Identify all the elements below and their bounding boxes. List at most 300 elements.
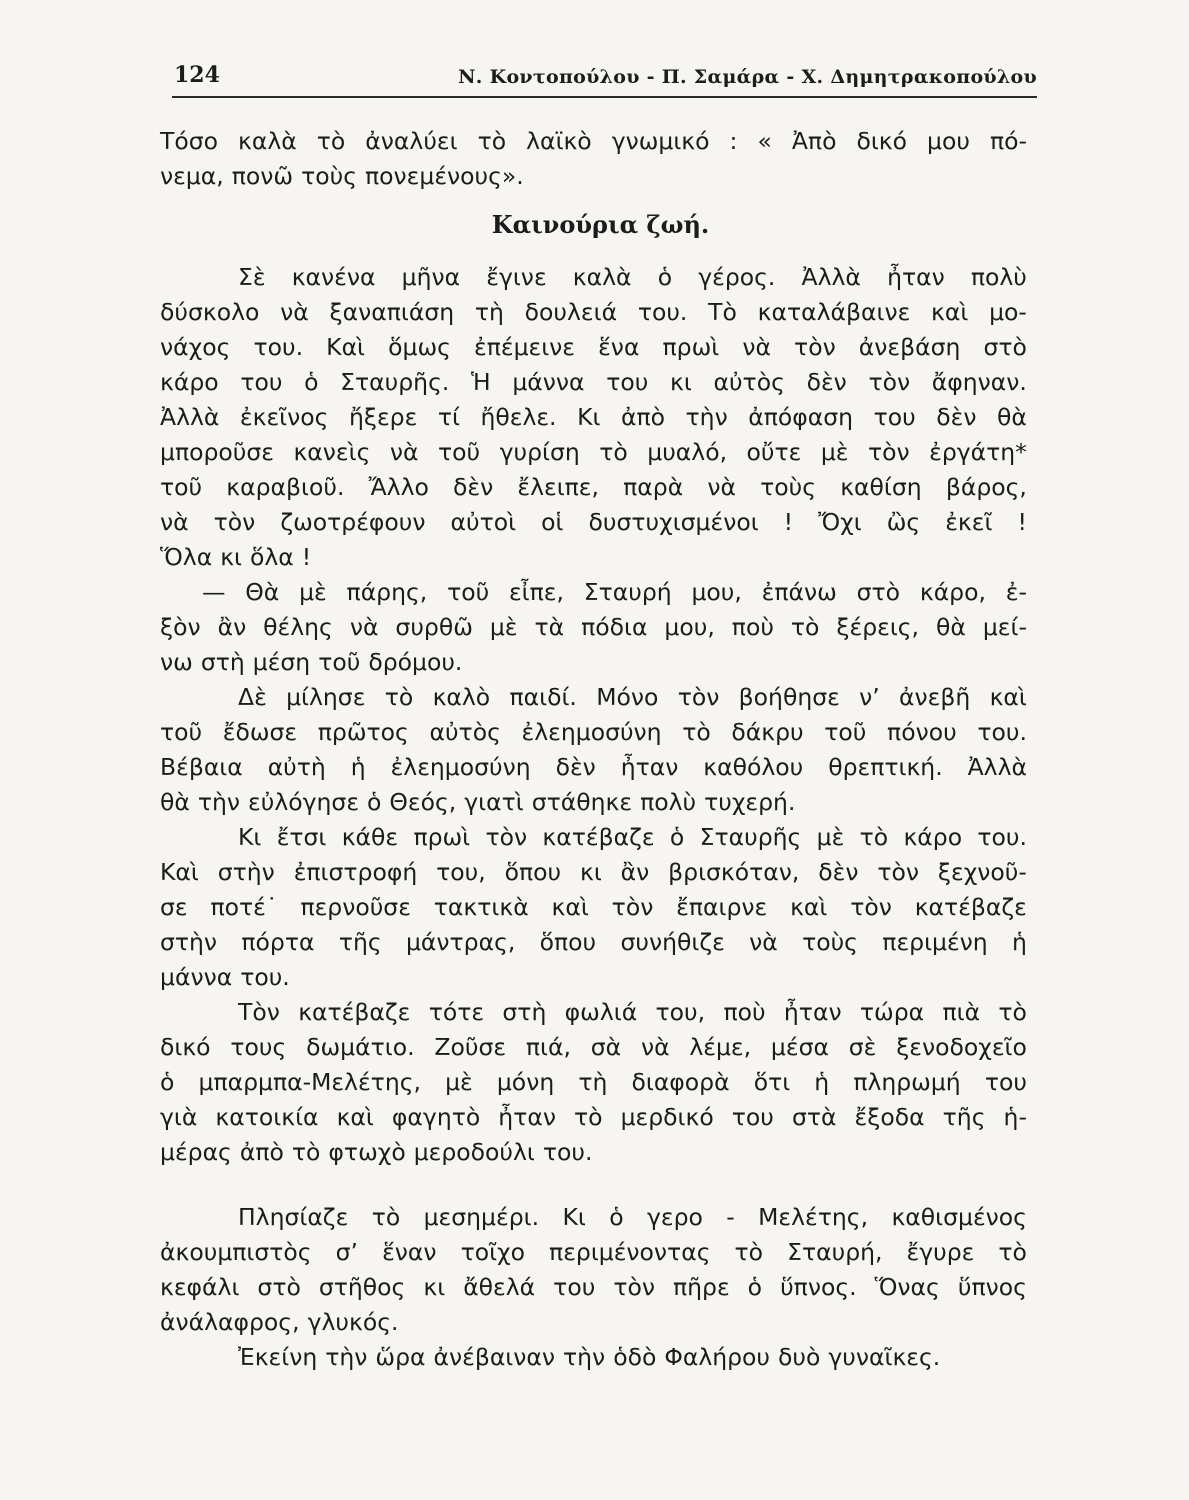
text-line (160, 1270, 1027, 1305)
word: αὐτὸς (429, 718, 501, 746)
word: του, (655, 998, 706, 1026)
word: ξενοδοχεῖο (896, 1033, 1027, 1061)
word: τὴν (325, 1343, 368, 1371)
word: πρῶτος (317, 718, 409, 746)
word: μὲ (816, 823, 845, 851)
word: νὰ (349, 613, 379, 641)
word: Σὲ (238, 263, 266, 291)
word: ἐ- (1005, 578, 1027, 606)
word: αὐτὴ (267, 753, 326, 781)
word: ἕναν (382, 1238, 437, 1266)
paragraph (160, 124, 1027, 194)
word: ποὺ (731, 613, 774, 641)
word: σὰ (590, 1033, 622, 1061)
word: Ἀλλὰ (160, 403, 220, 431)
word: ὅλα (250, 543, 294, 571)
word: πρωὶ (413, 823, 471, 851)
word: δὲν (936, 403, 977, 431)
word: τὸ (859, 823, 889, 851)
word: καλὰ (572, 263, 632, 291)
text-line (160, 1100, 1027, 1135)
word: εὐλόγησε (248, 788, 360, 816)
word: δὲν (818, 858, 859, 886)
word: παρὰ (623, 473, 684, 501)
word: ὁ (367, 788, 382, 816)
word: γνωμικό (611, 127, 710, 155)
word: ὢς (886, 508, 921, 536)
word: ξεχνοῦ- (937, 858, 1027, 886)
word: ὁ (160, 1068, 175, 1096)
word: νὰ (640, 1033, 670, 1061)
word: τὸ (477, 127, 507, 155)
word: μποροῦσε (160, 438, 274, 466)
word: ἕνα (598, 333, 640, 361)
word: συνήθιζε (620, 928, 725, 956)
word: Κι (238, 823, 262, 851)
word: εἶπε, (508, 578, 564, 606)
word: Σταυρή (583, 578, 672, 606)
word: πόδια (581, 613, 648, 641)
word: τοῖχο (460, 1238, 525, 1266)
text-line (160, 1340, 1027, 1375)
word: τὸ (998, 998, 1027, 1026)
word: τακτικὰ (433, 893, 529, 921)
word: τὸν (677, 683, 720, 711)
word: παιδί. (509, 683, 577, 711)
section-title: Καινούρια ζωή. (491, 210, 710, 239)
word: Θὰ (245, 578, 280, 606)
text-line (160, 750, 1027, 785)
text-line (160, 645, 1027, 680)
word: ὅπου (539, 928, 597, 956)
word: ἀνεβάση (858, 333, 961, 361)
word: νὰ (749, 928, 778, 956)
word: Ἀλλὰ (801, 263, 861, 291)
word: μεσημέρι. (423, 1203, 540, 1231)
word: μερδικό (620, 1103, 714, 1131)
word: Τόσο (160, 127, 219, 155)
word: δύσκολο (160, 298, 260, 326)
word: πληρωμή (853, 1068, 961, 1096)
word: ἄφηναν. (931, 368, 1027, 396)
word: ἦταν (887, 263, 945, 291)
word: μίλησε (286, 683, 366, 711)
word: μῆνα (401, 263, 461, 291)
word: ζωοτρέφουν (280, 508, 426, 536)
word: τοὺς (760, 473, 817, 501)
word: Ζοῦσε (434, 1033, 507, 1061)
word: ἔλειπε, (517, 473, 599, 501)
word: στάθηκε (531, 788, 633, 816)
word: του. (977, 823, 1027, 851)
word: Ἄλλο (368, 473, 429, 501)
word: — (202, 578, 226, 606)
word: μάντρας, (405, 928, 516, 956)
word: τὸ (384, 683, 414, 711)
word: καθόλου (703, 753, 804, 781)
word: τὴν (685, 403, 728, 431)
word: δουλειά (524, 298, 618, 326)
word: δικό (856, 127, 908, 155)
running-title: Ν. Κοντοπούλου - Π. Σαμάρα - Χ. Δημητρακοπούλου (458, 66, 1037, 88)
word: Φαλήρου (664, 1343, 771, 1371)
word: θὰ (936, 613, 966, 641)
word: τὴ (474, 298, 504, 326)
word: καθίση (840, 473, 922, 501)
word: θέλης (263, 613, 333, 641)
word: τὰ (534, 613, 565, 641)
word: ἡ (814, 1068, 830, 1096)
word: ποὺ (723, 998, 766, 1026)
word: ἔγινε (486, 263, 547, 291)
word: ν’ (859, 683, 880, 711)
word: τὸν (485, 823, 528, 851)
word: δὲν (806, 368, 847, 396)
word: δάκρυ (731, 718, 804, 746)
word: ἀπὸ (620, 403, 665, 431)
word: ὁ (657, 263, 673, 291)
word: μὲ (489, 613, 518, 641)
word: νὰ (742, 333, 771, 361)
word: μου, (691, 578, 742, 606)
word: γερο (646, 1203, 703, 1231)
word: θὰ (160, 788, 190, 816)
word: τὸ (682, 718, 711, 746)
word: περιμένη (882, 928, 988, 956)
word: δρόμου. (368, 648, 463, 676)
text-line (160, 855, 1027, 890)
word: μυαλό, (647, 438, 728, 466)
word: στὴν (160, 928, 218, 956)
paragraph (160, 1200, 1027, 1340)
word: ἐπάνω (761, 578, 837, 606)
word: μέση (252, 648, 311, 676)
word: του (240, 368, 283, 396)
text-line (160, 1235, 1027, 1270)
text-line (160, 365, 1027, 400)
body-text (160, 124, 1027, 1375)
word: ὅμως (388, 333, 451, 361)
text-line (160, 680, 1027, 715)
word: ! (301, 543, 312, 571)
word: διαφορὰ (631, 1068, 730, 1096)
paragraph (160, 995, 1027, 1170)
word: Μόνο (596, 683, 659, 711)
text-line (160, 260, 1027, 295)
word: ὁ (747, 1273, 763, 1301)
word: πῆρε (672, 1273, 730, 1301)
word: κατοικία (215, 1103, 319, 1131)
word: θὰ (996, 403, 1027, 431)
word: κι (579, 858, 602, 886)
word: ἔπαιρνε (676, 893, 768, 921)
word: λαϊκὸ (526, 127, 592, 155)
word: συρθῶ (395, 613, 473, 641)
word: τί (437, 403, 460, 431)
word: νὰ (707, 473, 736, 501)
word: αὐτὸς (713, 368, 785, 396)
word: μὲ (299, 578, 327, 606)
text-line (160, 400, 1027, 435)
paragraph (160, 820, 1027, 995)
word: ποτέ˙ (210, 893, 278, 921)
text-line (160, 890, 1027, 925)
word: ἐκεῖ (945, 508, 993, 536)
word: ὕπνος. (780, 1273, 857, 1301)
word: Ὅλα (160, 543, 213, 571)
word: καθισμένος (891, 1203, 1027, 1231)
word: Σταυρῆς. (340, 368, 450, 396)
word: του. (637, 298, 688, 326)
word: δικό (160, 1033, 211, 1061)
text-line (160, 960, 1027, 995)
word: ἦταν (783, 998, 842, 1026)
word: καὶ (989, 683, 1027, 711)
word: δωμάτιο. (306, 1033, 415, 1061)
word: ἂν (217, 613, 247, 641)
word: τοῦ (160, 473, 203, 501)
word: τὸ (998, 1238, 1027, 1266)
word: ἔτσι (276, 823, 327, 851)
word: ἦταν (498, 1103, 556, 1131)
word: ! (783, 508, 794, 536)
text-line (160, 1135, 1027, 1170)
word: τοῦ (160, 718, 203, 746)
word: μέσα (770, 1033, 829, 1061)
word: πιά, (525, 1033, 571, 1061)
word: καλὰ (238, 127, 297, 155)
word: φωλιά (564, 998, 638, 1026)
word: μεροδούλι (413, 1138, 535, 1166)
word: ἤξερε (348, 403, 418, 431)
word: φτωχὸ (328, 1138, 406, 1166)
word: ὕπνος (957, 1273, 1027, 1301)
word: τὸν (867, 438, 910, 466)
word: μέρας (160, 1138, 232, 1166)
word: τὸν (611, 893, 654, 921)
word: κάθε (341, 823, 399, 851)
word: περιμένοντας (549, 1238, 711, 1266)
word: τοῦ (318, 648, 361, 676)
word: του (606, 368, 649, 396)
word: Μελέτης, (758, 1203, 869, 1231)
word: στὰ (791, 1103, 837, 1131)
text-line (160, 540, 1027, 575)
word: τὸ (316, 127, 346, 155)
word: Ἡ (471, 368, 491, 396)
word: μου (927, 127, 970, 155)
word: ἡ (350, 753, 366, 781)
word: του, (436, 858, 486, 886)
word: ξέρεις, (836, 613, 920, 641)
word: ἀναλύει (365, 127, 458, 155)
word: κατέβαζε (542, 823, 655, 851)
word: τὸ (734, 1238, 764, 1266)
word: τὸν (850, 893, 892, 921)
word: Κι (562, 1203, 586, 1231)
word: στὸ (257, 1273, 301, 1301)
word: μὲ (820, 438, 849, 466)
word: πονεμένους». (365, 162, 524, 190)
word: κάρο (160, 368, 219, 396)
word: τὸν (794, 333, 836, 361)
word: Βέβαια (160, 753, 243, 781)
word: τὴ (578, 1068, 608, 1096)
word: καραβιοῦ. (226, 473, 345, 501)
word: πονῶ (231, 162, 294, 190)
word: μὲ (445, 1068, 473, 1096)
word: τοῦ (824, 718, 867, 746)
word: ἀπόφαση (748, 403, 854, 431)
word: βάρος, (945, 473, 1027, 501)
word: φαγητὸ (391, 1103, 481, 1131)
text-line (160, 575, 1027, 610)
word: τὸν (213, 508, 256, 536)
word: ὁ (304, 368, 319, 396)
text-line (160, 785, 1027, 820)
word: τῆς (942, 1103, 986, 1131)
word: πιὰ (942, 998, 981, 1026)
word: ἀνεβῆ (899, 683, 971, 711)
word: καταλάβαινε (757, 298, 911, 326)
paragraph (160, 680, 1027, 820)
word: σε (160, 893, 188, 921)
text-line (160, 435, 1027, 470)
word: μπαρμπα-Μελέτης, (198, 1068, 421, 1096)
word: πόρτα (241, 928, 315, 956)
word: του. (542, 1138, 593, 1166)
word: τὸν (877, 858, 920, 886)
word: του (731, 1103, 774, 1131)
word: ἀνέβαιναν (433, 1343, 556, 1371)
word: ἦταν (620, 753, 679, 781)
word: κανεὶς (293, 438, 371, 466)
word: ! (1017, 508, 1027, 536)
word: βοήθησε (738, 683, 840, 711)
word: Ὅνας (874, 1273, 940, 1301)
word: του (984, 1068, 1027, 1096)
word: Τὸ (708, 298, 737, 326)
word: τοῦ (437, 438, 481, 466)
word: κεφάλι (160, 1273, 240, 1301)
word: ὁδὸ (613, 1343, 657, 1371)
word: ἐπιστροφή (293, 858, 418, 886)
word: ἔδωσε (222, 718, 298, 746)
word: τὴν (563, 1343, 606, 1371)
word: τοῦ (447, 578, 490, 606)
word: τὸ (599, 438, 628, 466)
word: τυχερή. (704, 788, 796, 816)
word: κατέβαζε (298, 998, 411, 1026)
word: καλὸ (432, 683, 491, 711)
word: νὰ (389, 438, 419, 466)
word: κανένα (291, 263, 376, 291)
word: στὴ (200, 648, 245, 676)
paragraph (160, 1340, 1027, 1375)
text-line (160, 820, 1027, 855)
word: ἐλεημοσύνη (521, 718, 662, 746)
word: μόνη (496, 1068, 555, 1096)
word: νὰ (160, 508, 189, 536)
word: μάννα (160, 963, 233, 991)
paragraph (160, 575, 1027, 680)
word: Ἀπὸ (791, 127, 837, 155)
word: τὴν (197, 788, 241, 816)
word: ἀκουμπιστὸς (160, 1238, 312, 1266)
word: γιὰ (160, 1103, 198, 1131)
word: Ὄχι (818, 508, 862, 536)
word: κατέβαζε (914, 893, 1027, 921)
word: τὸν (613, 1273, 655, 1301)
word: Τὸν (238, 998, 280, 1026)
word: περνοῦσε (300, 893, 411, 921)
word: γέρος. (698, 263, 776, 291)
word: ἐκεῖνος (239, 403, 329, 431)
word: τὸν (868, 368, 911, 396)
word: στὸ (856, 578, 901, 606)
word: σὲ (848, 1033, 877, 1061)
word: πόνου (887, 718, 957, 746)
word: Σταυρῆς (699, 823, 802, 851)
word: θρεπτική. (828, 753, 943, 781)
word: νεμα, (160, 162, 224, 190)
word: δὲν (555, 753, 596, 781)
word: ὅπου (504, 858, 562, 886)
word: του (553, 1273, 596, 1301)
word: ἐλεημοσύνη (390, 753, 531, 781)
word: ἡ (1012, 928, 1027, 956)
word: τῆς (338, 928, 382, 956)
text-line (160, 1200, 1027, 1235)
word: ξαναπιάση (329, 298, 455, 326)
word: στὸ (983, 333, 1027, 361)
text-line (160, 1065, 1027, 1100)
word: τοὺς (301, 162, 358, 190)
word: τους (230, 1033, 287, 1061)
word: οὔτε (746, 438, 802, 466)
word: Θεός, (389, 788, 457, 816)
word: ἄθελά (463, 1273, 536, 1301)
word: ἐπέμεινε (474, 333, 576, 361)
word: Καὶ (326, 333, 366, 361)
word: κάρο, (919, 578, 986, 606)
text-line (160, 925, 1027, 960)
word: κάρο (903, 823, 963, 851)
word: καὶ (790, 893, 828, 921)
word: - (726, 1203, 735, 1231)
word: νὰ (280, 298, 309, 326)
word: του. (977, 718, 1027, 746)
word: Πλησίαζε (238, 1203, 349, 1231)
text-line (160, 159, 1027, 194)
word: στῆθος (318, 1273, 406, 1301)
word: γυναῖκες. (828, 1343, 941, 1371)
word: τὸ (291, 1138, 321, 1166)
text-line (160, 715, 1027, 750)
text-line (160, 1030, 1027, 1065)
word: τὸ (790, 613, 820, 641)
page-number: 124 (174, 62, 220, 88)
word: του. (240, 963, 290, 991)
word: κι (669, 368, 692, 396)
word: ἀνάλαφρος, (160, 1308, 300, 1336)
word: καὶ (931, 298, 969, 326)
word: μεί- (982, 613, 1027, 641)
word: τὸ (371, 1203, 401, 1231)
word: δὲν (453, 473, 494, 501)
word: κι (220, 543, 243, 571)
word: Καὶ (160, 858, 199, 886)
